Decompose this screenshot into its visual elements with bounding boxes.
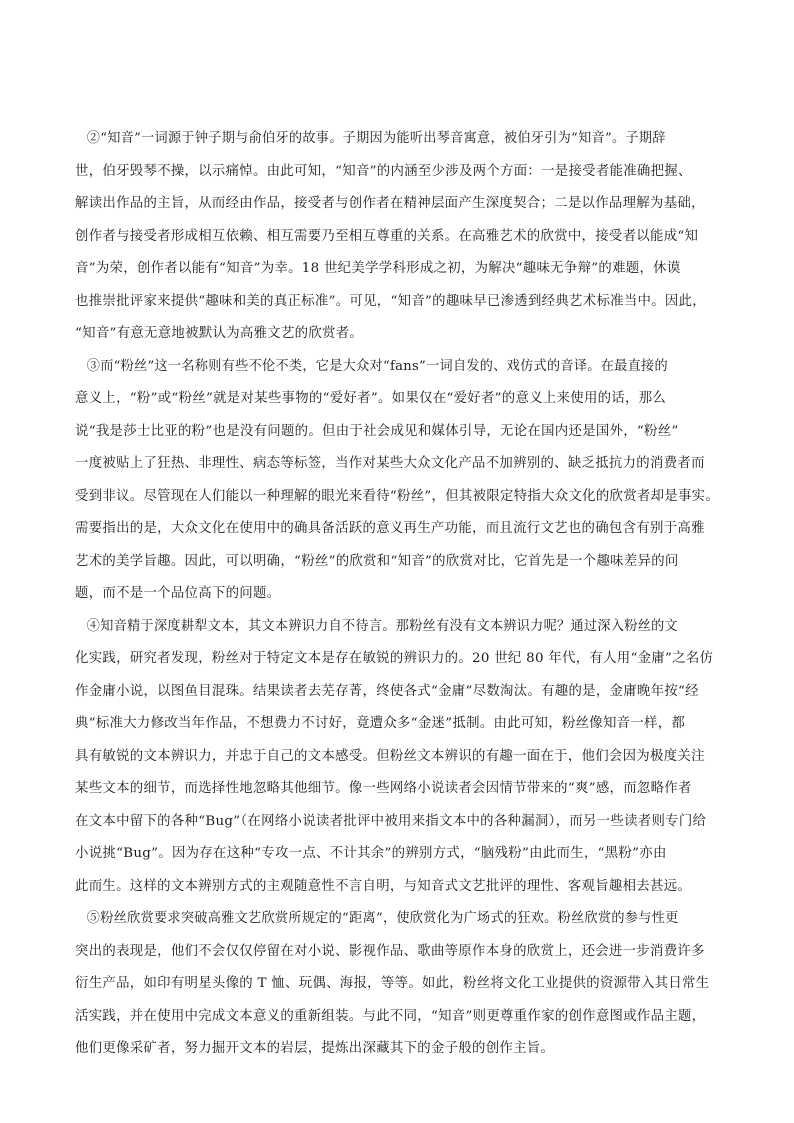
text-line: 具有敏锐的文本辨识力，并忠于自己的文本感受。但粉丝文本辨识的有趣一面在于，他们会因为极度关注 — [75, 748, 705, 764]
paragraph-3 — [75, 351, 719, 611]
text-line: 艺术的美学旨趣。因此，可以明确，“粉丝”的欣赏和“知音”的欣赏对比，它首先是一个趣味差异的问 — [75, 553, 679, 569]
text-line: “知音”有意无意地被默认为高雅文艺的欣赏者。 — [75, 326, 364, 341]
text-line: 音”为荣，创作者以能有“知音”为幸。18 世纪美学学科形成之初，为解决“趣味无争辩”的难题，休谟 — [75, 261, 681, 276]
text-line: 突出的表现是，他们不会仅仅停留在对小说、影视作品、歌曲等原作本身的欣赏上，还会进一步消费许多 — [75, 943, 705, 959]
document-body — [75, 123, 719, 1066]
text-line: 需要指出的是，大众文化在使用中的确具备活跃的意义再生产功能，而且流行文艺也的确包含有别于高雅 — [75, 521, 705, 536]
text-line: 也推崇批评家来提供“趣味和美的真正标准”。可见，“知音”的趣味早已渗透到经典艺术标准当中。因此， — [75, 293, 706, 309]
text-line: 作金庸小说，以图鱼目混珠。结果读者去芜存菁，终使各式“金庸”尽数淘汰。有趣的是，金庸晚年按“经 — [75, 683, 699, 699]
text-line: 某些文本的细节，而选择性地忽略其他细节。像一些网络小说读者会因情节带来的“爽”感，而忽略作者 — [75, 781, 692, 796]
text-line: ③而“粉丝”这一名称则有些不伦不类，它是大众对“fans”一词自发的、戏仿式的音译。在最直接的 — [86, 358, 668, 374]
text-line: 衍生产品，如印有明星头像的 T 恤、玩偶、海报，等等。如此，粉丝将文化工业提供的资源带入其日常生 — [75, 976, 710, 991]
text-line: 受到非议。尽管现在人们能以一种理解的眼光来看待“粉丝”，但其被限定特指大众文化的欣赏者却是事实。 — [75, 488, 720, 504]
text-line: 世，伯牙毁琴不操，以示痛悼。由此可知，“知音”的内涵至少涉及两个方面：一是接受者能准确把握、 — [75, 163, 692, 179]
text-line: 说“我是莎士比亚的粉”也是没有问题的。但由于社会成见和媒体引导，无论在国内还是国外，“粉丝” — [75, 423, 679, 439]
text-line: 化实践，研究者发现，粉丝对于特定文本是存在敏锐的辨识力的。20 世纪 80 年代，有人用“金庸”之名仿 — [75, 651, 714, 666]
text-line: 一度被贴上了狂热、非理性、病态等标签，当作对某些大众文化产品不加辨别的、缺乏抵抗力的消费者而 — [75, 456, 705, 471]
text-line: 意义上，“粉”或“粉丝”就是对某些事物的“爱好者”。如果仅在“爱好者”的意义上来使用的话，那么 — [75, 391, 667, 406]
text-line: 活实践，并在使用中完成文本意义的重新组装。与此不同，“知音”则更尊重作家的创作意图或作品主题， — [75, 1008, 706, 1024]
paragraph-5 — [75, 903, 719, 1066]
text-line: 他们更像采矿者，努力掘开文本的岩层，提炼出深藏其下的金子般的创作主旨。 — [75, 1041, 555, 1056]
text-line: 创作者与接受者形成相互依赖、相互需要乃至相互尊重的关系。在高雅艺术的欣赏中，接受者以能成“知 — [75, 228, 699, 244]
text-line: 题，而不是一个品位高下的问题。 — [75, 586, 281, 601]
text-line: ②“知音”一词源于钟子期与俞伯牙的故事。子期因为能听出琴音寓意，被伯牙引为“知音”。子期辞 — [86, 131, 666, 146]
paragraph-2 — [75, 123, 719, 351]
paragraph-4 — [75, 611, 719, 904]
text-line: ⑤粉丝欣赏要求突破高雅文艺欣赏所规定的“距离”，使欣赏化为广场式的狂欢。粉丝欣赏的参与性更 — [86, 911, 679, 926]
text-line: 此而生。这样的文本辨别方式的主观随意性不言自明，与知音式文艺批评的理性、客观旨趣相去甚远。 — [75, 878, 692, 894]
text-line: 解读出作品的主旨，从而经由作品，接受者与创作者在精神层面产生深度契合；二是以作品理解为基础， — [75, 196, 705, 211]
text-line: 在文本中留下的各种“Bug”（在网络小说读者批评中被用来指文本中的各种漏洞），而另一些读者则专门给 — [75, 813, 707, 829]
text-line: 小说挑“Bug”。因为存在这种“专攻一点、不计其余”的辨别方式，“脑残粉”由此而生，“黑粉”亦由 — [75, 846, 667, 861]
text-line: ④知音精于深度耕犁文本，其文本辨识力自不待言。那粉丝有没有文本辨识力呢？通过深入粉丝的文 — [86, 618, 678, 634]
text-line: 典”标准大力修改当年作品，不想费力不讨好，竟遭众多“金迷”抵制。由此可知，粉丝像知音一样，都 — [75, 716, 686, 731]
